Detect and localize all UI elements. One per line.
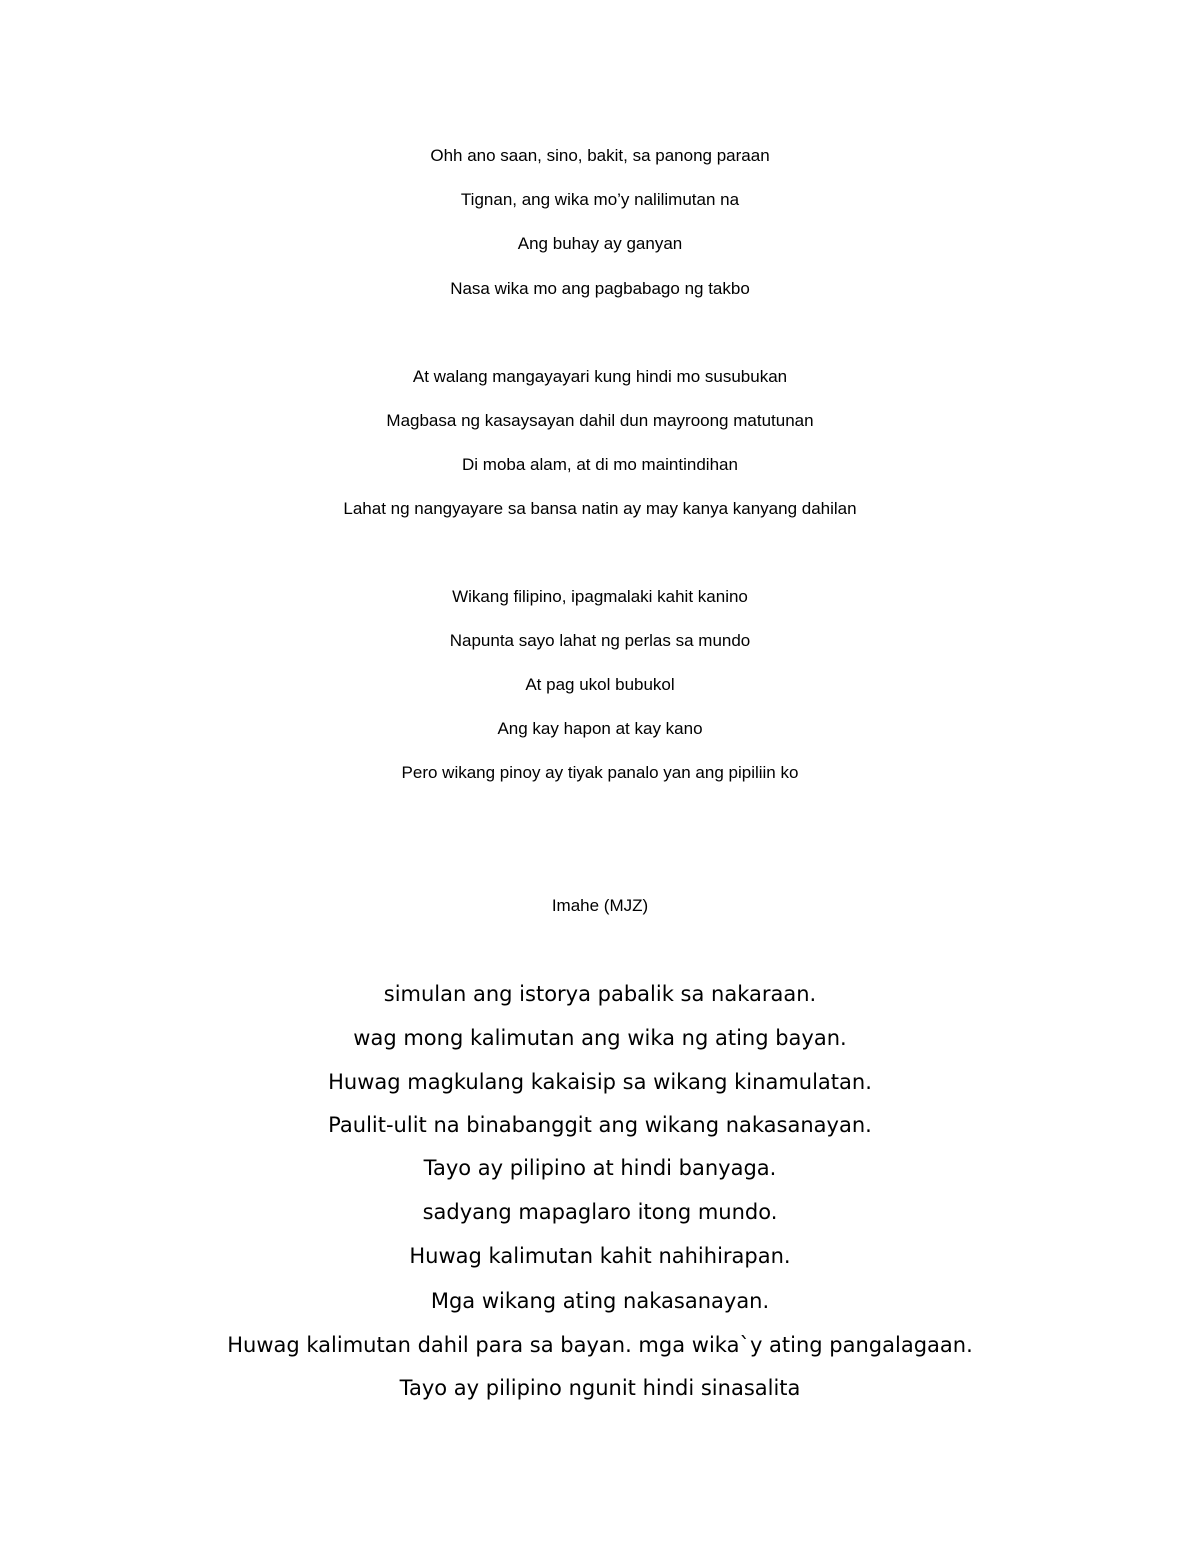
poem-line: Paulit-ulit na binabanggit ang wikang nakasanayan. [328, 1113, 872, 1137]
lyric-line: At walang mangayayari kung hindi mo susubukan [412, 367, 788, 386]
poem-line: Mga wikang ating nakasanayan. [430, 1289, 770, 1313]
poem-title: Imahe (MJZ) [551, 896, 649, 915]
lyric-line: Nasa wika mo ang pagbabago ng takbo [450, 279, 750, 298]
lyric-line: Ang kay hapon at kay kano [497, 719, 703, 738]
lyric-line: Lahat ng nangyayare sa bansa natin ay may kanya kanyang dahilan [343, 499, 857, 518]
lyric-line: Ohh ano saan, sino, bakit, sa panong paraan [430, 146, 770, 165]
poem-line: Tayo ay pilipino at hindi banyaga. [423, 1156, 777, 1180]
poem-line: Huwag magkulang kakaisip sa wikang kinamulatan. [328, 1070, 872, 1094]
lyric-line: Ang buhay ay ganyan [517, 234, 683, 253]
lyric-line: Di moba alam, at di mo maintindihan [462, 455, 738, 474]
poem-line: simulan ang istorya pabalik sa nakaraan. [383, 982, 817, 1006]
poem-line: sadyang mapaglaro itong mundo. [422, 1200, 778, 1224]
poem-line: wag mong kalimutan ang wika ng ating bayan. [353, 1026, 847, 1050]
poem-line: Huwag kalimutan dahil para sa bayan. mga wika`y ating pangalagaan. [227, 1333, 973, 1357]
lyric-line: Magbasa ng kasaysayan dahil dun mayroong matutunan [386, 411, 814, 430]
lyric-line: Napunta sayo lahat ng perlas sa mundo [449, 631, 751, 650]
poem-line: Huwag kalimutan kahit nahihirapan. [409, 1244, 791, 1268]
lyric-line: Pero wikang pinoy ay tiyak panalo yan ang pipiliin ko [401, 763, 799, 782]
lyric-line: Wikang filipino, ipagmalaki kahit kanino [452, 587, 748, 606]
lyric-line: Tignan, ang wika mo’y nalilimutan na [460, 190, 740, 209]
poem-line: Tayo ay pilipino ngunit hindi sinasalita [399, 1376, 801, 1400]
lyric-line: At pag ukol bubukol [525, 675, 675, 694]
